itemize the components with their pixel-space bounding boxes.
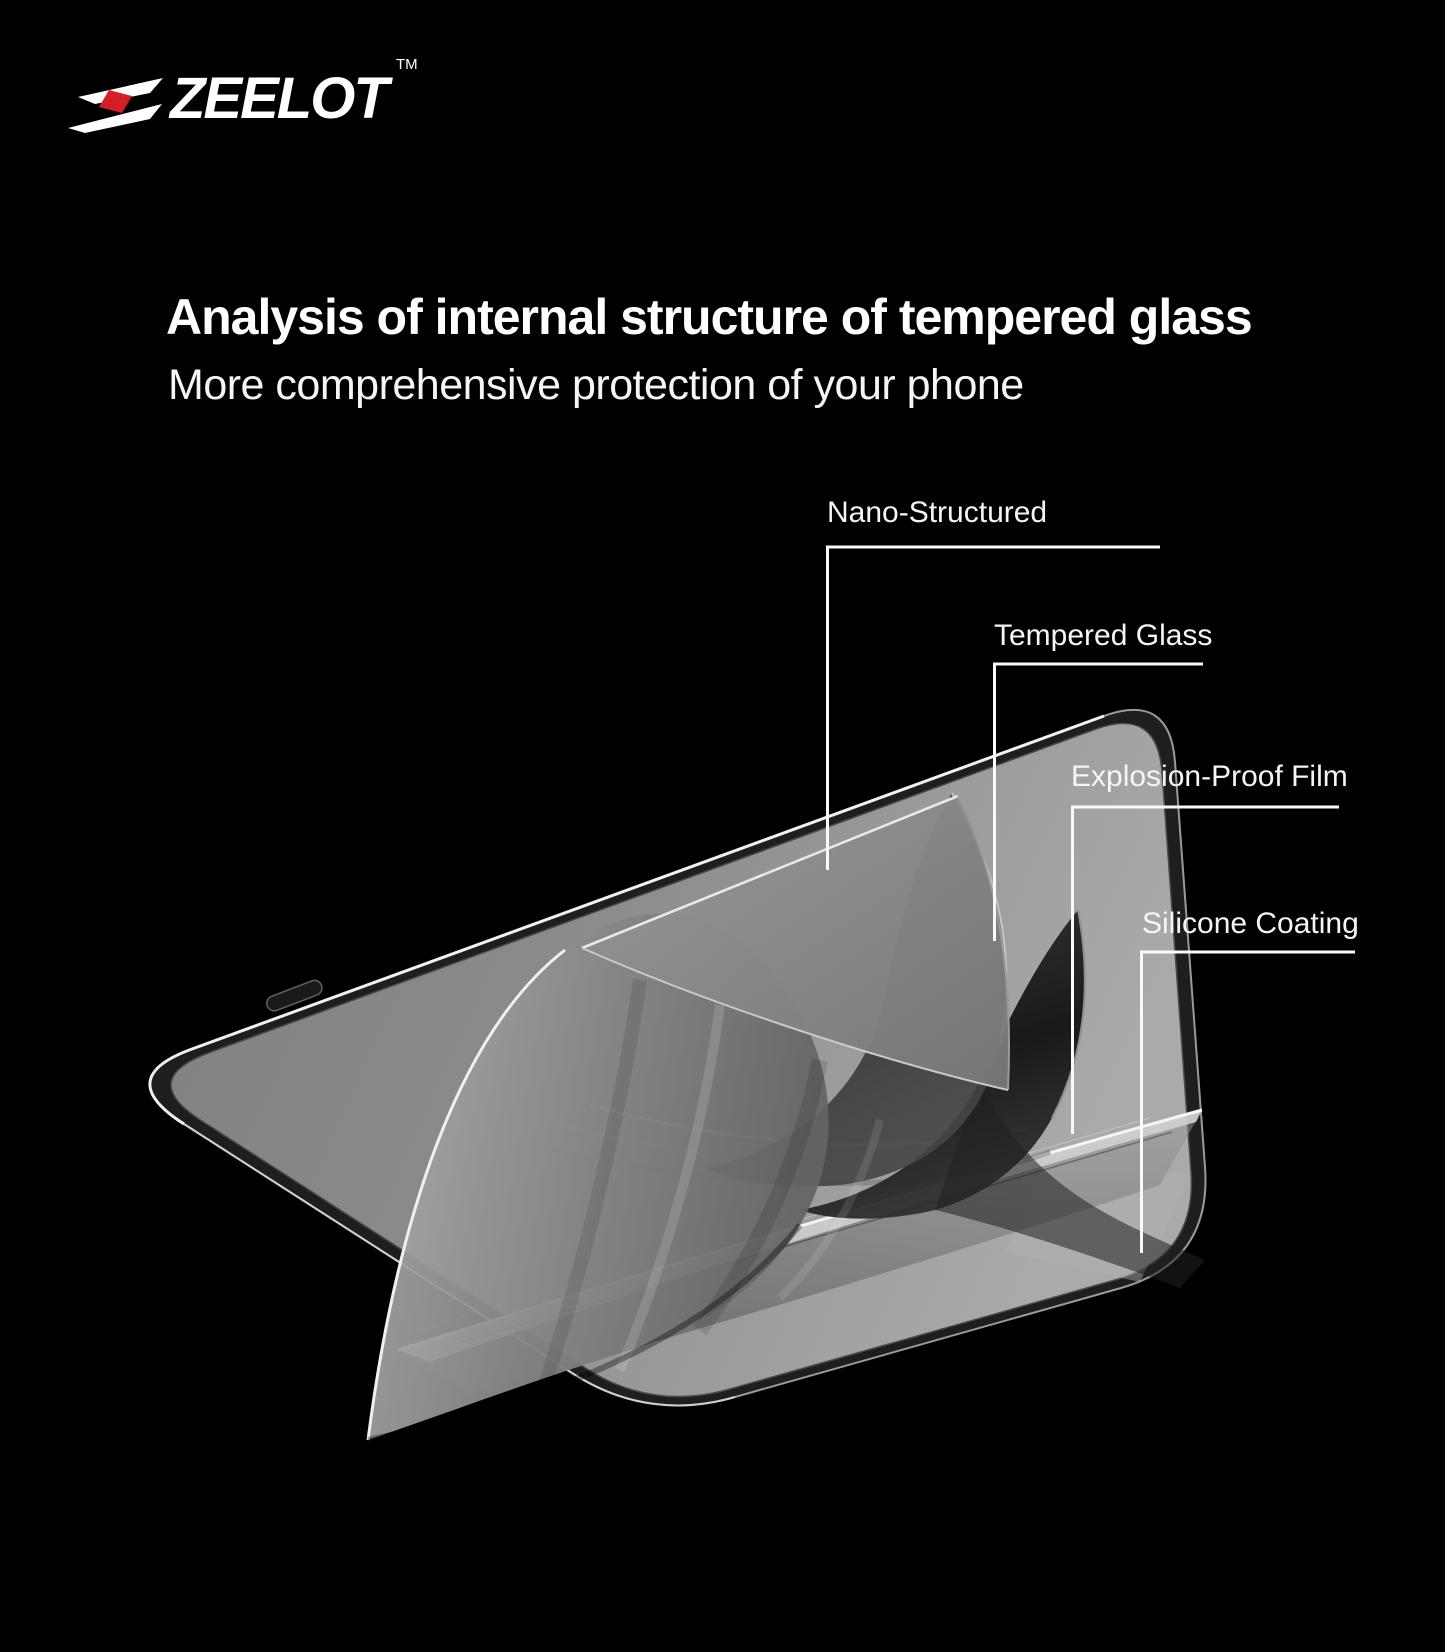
label-nano-structured: Nano-Structured xyxy=(827,496,1048,529)
brand-name: ZEELOT xyxy=(170,66,387,131)
label-silicone-coating: Silicone Coating xyxy=(1142,907,1359,940)
page-subtitle: More comprehensive protection of your phone xyxy=(168,361,1024,409)
brand-logo xyxy=(64,56,484,146)
trademark-mark: TM xyxy=(396,56,418,73)
zeelot-logo-icon xyxy=(65,73,169,137)
page-title: Analysis of internal structure of tempered glass xyxy=(166,289,1252,345)
label-tempered-glass: Tempered Glass xyxy=(994,619,1213,652)
label-explosion-proof-film: Explosion-Proof Film xyxy=(1071,760,1348,793)
